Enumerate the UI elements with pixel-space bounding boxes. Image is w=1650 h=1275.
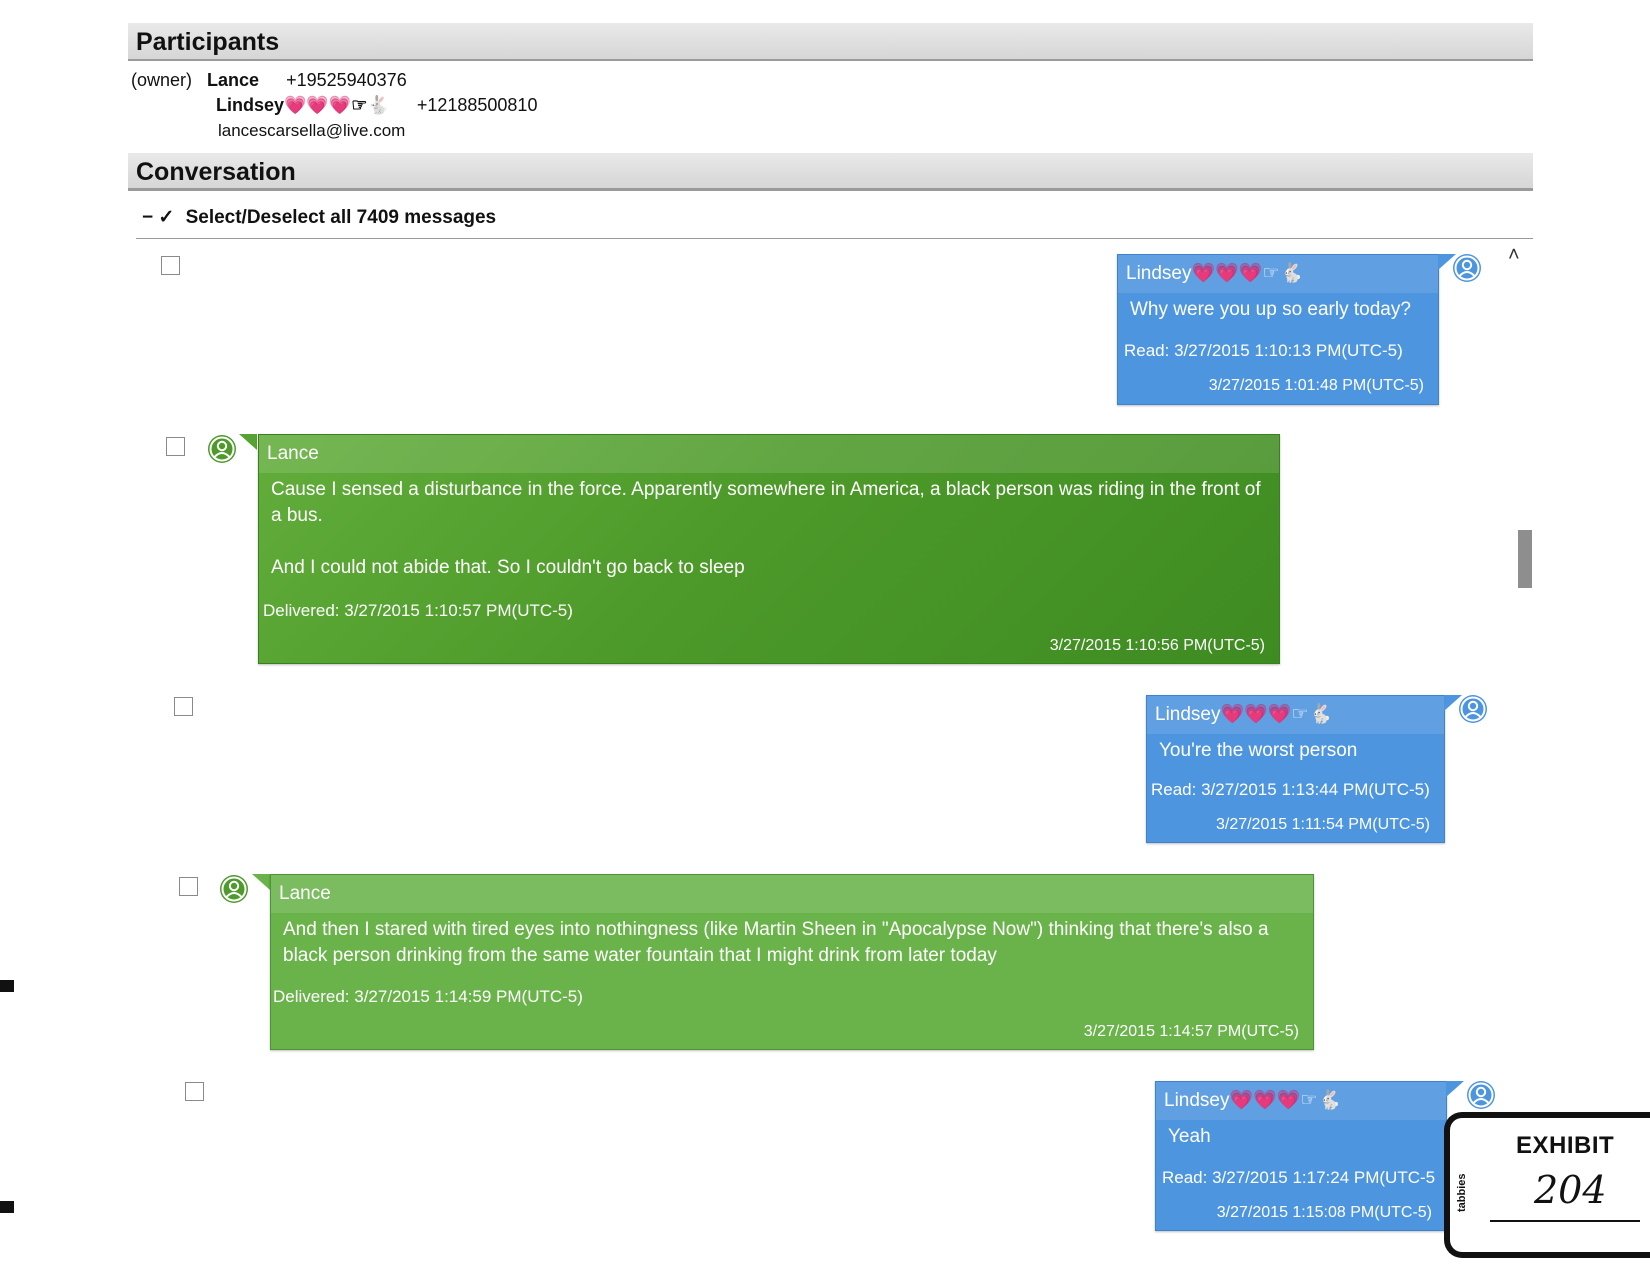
scan-edge-mark bbox=[0, 980, 14, 992]
owner-tag: (owner) bbox=[131, 70, 193, 90]
collapse-check-icon: − ✓ bbox=[142, 207, 175, 228]
owner-name: Lance bbox=[207, 70, 260, 90]
exhibit-title: EXHIBIT bbox=[1516, 1132, 1615, 1159]
exhibit-underline bbox=[1490, 1220, 1640, 1222]
scrollbar-thumb[interactable] bbox=[1518, 530, 1532, 588]
select-all-label: Select/Deselect all 7409 messages bbox=[185, 207, 497, 228]
avatar-icon bbox=[1458, 694, 1488, 724]
message-timestamp: 3/27/2015 1:15:08 PM(UTC-5) bbox=[1216, 1204, 1432, 1221]
divider bbox=[136, 238, 1533, 239]
message-timestamp: 3/27/2015 1:01:48 PM(UTC-5) bbox=[1208, 377, 1424, 394]
message-bubble bbox=[1155, 1081, 1447, 1231]
participant-email: lancescarsella@live.com bbox=[218, 121, 406, 140]
message-bubble bbox=[1117, 254, 1439, 405]
message-sender: Lance bbox=[259, 435, 1279, 473]
avatar-icon bbox=[1452, 253, 1482, 283]
exhibit-sticker bbox=[1444, 1112, 1650, 1258]
message-text: And then I stared with tired eyes into nothingness (like Martin Sheen in "Apocalypse Now") thinking that there's also a black person drinking from the same water fountain that I might drink from later today bbox=[283, 919, 1269, 966]
avatar-icon bbox=[1466, 1080, 1496, 1110]
participant-other-row bbox=[216, 95, 537, 116]
message-timestamp: 3/27/2015 1:10:56 PM(UTC-5) bbox=[1049, 637, 1265, 654]
message-delivered-status: Delivered: 3/27/2015 1:10:57 PM(UTC-5) bbox=[263, 601, 573, 620]
message-sender: Lindsey💗💗💗☞🐇 bbox=[1147, 696, 1444, 734]
other-participant-name: Lindsey💗💗💗☞🐇 bbox=[216, 95, 390, 115]
message-bubble bbox=[1146, 695, 1445, 843]
exhibit-brand: tabbies bbox=[1456, 1173, 1468, 1212]
message-sender: Lindsey💗💗💗☞🐇 bbox=[1118, 255, 1438, 293]
exhibit-number: 204 bbox=[1534, 1168, 1607, 1212]
owner-phone: +19525940376 bbox=[286, 70, 407, 90]
scroll-up-icon[interactable]: ˄ bbox=[1508, 244, 1520, 266]
bubble-tail bbox=[1446, 1081, 1464, 1097]
message-timestamp: 3/27/2015 1:14:57 PM(UTC-5) bbox=[1083, 1023, 1299, 1040]
avatar-icon bbox=[207, 434, 237, 464]
other-participant-phone: +12188500810 bbox=[416, 95, 538, 115]
message-checkbox[interactable] bbox=[166, 437, 185, 456]
message-bubble bbox=[270, 874, 1314, 1050]
message-checkbox[interactable] bbox=[161, 256, 180, 275]
message-read-status: Read: 3/27/2015 1:13:44 PM(UTC-5) bbox=[1151, 780, 1430, 799]
scan-edge-mark bbox=[0, 1201, 14, 1213]
message-text: Why were you up so early today? bbox=[1130, 299, 1411, 320]
message-checkbox[interactable] bbox=[179, 877, 198, 896]
message-bubble bbox=[258, 434, 1280, 664]
message-text: You're the worst person bbox=[1159, 740, 1358, 761]
message-delivered-status: Delivered: 3/27/2015 1:14:59 PM(UTC-5) bbox=[273, 987, 583, 1006]
conversation-header: Conversation bbox=[128, 153, 1533, 191]
message-checkbox[interactable] bbox=[185, 1082, 204, 1101]
message-sender: Lance bbox=[271, 875, 1313, 913]
message-text: Yeah bbox=[1168, 1126, 1211, 1147]
message-sender: Lindsey💗💗💗☞🐇 bbox=[1156, 1082, 1446, 1120]
avatar-icon bbox=[219, 874, 249, 904]
select-all-toggle[interactable] bbox=[142, 206, 496, 229]
message-read-status: Read: 3/27/2015 1:10:13 PM(UTC-5) bbox=[1124, 341, 1403, 360]
message-text-paragraph: Cause I sensed a disturbance in the force. Apparently somewhere in America, a black person was riding in the front of a bus. bbox=[271, 479, 1261, 526]
participant-owner-row bbox=[131, 70, 407, 91]
participants-header: Participants bbox=[128, 23, 1533, 61]
message-checkbox[interactable] bbox=[174, 697, 193, 716]
message-text-paragraph: And I could not abide that. So I couldn't go back to sleep bbox=[271, 557, 745, 578]
bubble-tail bbox=[239, 434, 257, 450]
message-read-status: Read: 3/27/2015 1:17:24 PM(UTC-5 bbox=[1162, 1168, 1436, 1187]
bubble-tail bbox=[252, 874, 270, 890]
message-timestamp: 3/27/2015 1:11:54 PM(UTC-5) bbox=[1215, 816, 1430, 833]
